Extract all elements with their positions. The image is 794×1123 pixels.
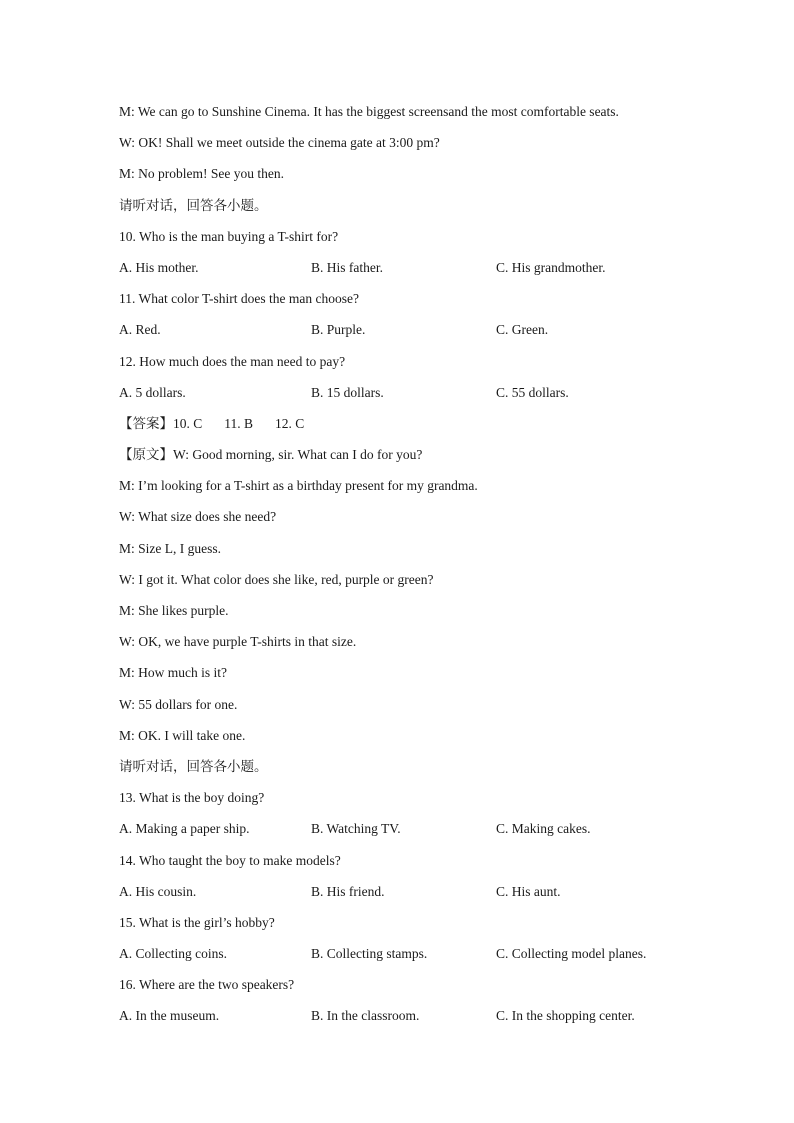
- answer-12: 12. C: [275, 415, 305, 431]
- answer-10: 10. C: [173, 415, 203, 431]
- transcript-line: W: What size does she need?: [119, 509, 277, 525]
- question-12: 12. How much does the man need to pay?: [119, 353, 346, 369]
- option-a: A. 5 dollars.: [119, 384, 186, 400]
- options-14: [119, 882, 719, 913]
- document-page: [119, 102, 719, 1038]
- options-13: [119, 819, 719, 850]
- answer-11: 11. B: [224, 415, 254, 431]
- dialogue-line: W: OK! Shall we meet outside the cinema gate at 3:00 pm?: [119, 135, 440, 151]
- option-a: A. Collecting coins.: [119, 946, 227, 962]
- options-11: [119, 320, 719, 351]
- option-a: A. His cousin.: [119, 883, 197, 899]
- options-12: [119, 383, 719, 414]
- question-13: 13. What is the boy doing?: [119, 790, 265, 806]
- transcript-line: W: 55 dollars for one.: [119, 696, 238, 712]
- transcript-line: M: She likes purple.: [119, 603, 229, 618]
- original-label: 【原文】: [119, 447, 173, 464]
- transcript-line: M: OK. I will take one.: [119, 727, 246, 743]
- transcript-line: W: OK, we have purple T-shirts in that size.: [119, 634, 357, 650]
- option-a: A. His mother.: [119, 259, 199, 275]
- transcript-line: M: Size L, I guess.: [119, 540, 221, 556]
- option-a: A. Making a paper ship.: [119, 821, 250, 837]
- original-first-line: W: Good morning, sir. What can I do for you?: [173, 447, 423, 463]
- transcript-line: W: I got it. What color does she like, red, purple or green?: [119, 571, 434, 587]
- instruction: 请听对话，回答各小题。: [119, 758, 268, 775]
- option-a: A. In the museum.: [119, 1008, 220, 1024]
- transcript-line: M: I’m looking for a T-shirt as a birthday present for my grandma.: [119, 478, 478, 494]
- dialogue-line: M: We can go to Sunshine Cinema. It has the biggest screensand the most comfortable seats.: [119, 104, 619, 119]
- options-15: [119, 944, 719, 975]
- option-c: C. 55 dollars.: [496, 384, 569, 400]
- option-b: B. His friend.: [311, 883, 385, 899]
- option-c: C. His aunt.: [496, 883, 561, 899]
- question-16: 16. Where are the two speakers?: [119, 977, 295, 993]
- option-c: C. Green.: [496, 322, 549, 338]
- option-b: B. Purple.: [311, 322, 366, 338]
- question-11: 11. What color T-shirt does the man choose?: [119, 291, 359, 307]
- instruction: 请听对话，回答各小题。: [119, 197, 268, 214]
- option-a: A. Red.: [119, 322, 161, 338]
- options-10: [119, 258, 719, 289]
- original-text-line: [119, 445, 719, 476]
- question-14: 14. Who taught the boy to make models?: [119, 852, 341, 868]
- question-15: 15. What is the girl’s hobby?: [119, 914, 275, 930]
- dialogue-line: M: No problem! See you then.: [119, 166, 284, 182]
- option-b: B. His father.: [311, 259, 383, 275]
- answer-label: 【答案】: [119, 415, 173, 432]
- option-b: B. 15 dollars.: [311, 384, 384, 400]
- transcript-line: M: How much is it?: [119, 665, 227, 681]
- option-b: B. Watching TV.: [311, 821, 401, 837]
- option-c: C. Collecting model planes.: [496, 946, 647, 962]
- option-b: B. Collecting stamps.: [311, 946, 428, 962]
- question-10: 10. Who is the man buying a T-shirt for?: [119, 228, 339, 244]
- option-c: C. His grandmother.: [496, 259, 606, 275]
- option-c: C. Making cakes.: [496, 821, 591, 837]
- option-b: B. In the classroom.: [311, 1008, 420, 1024]
- options-16: [119, 1006, 719, 1037]
- option-c: C. In the shopping center.: [496, 1008, 635, 1024]
- answer-line: [119, 414, 719, 445]
